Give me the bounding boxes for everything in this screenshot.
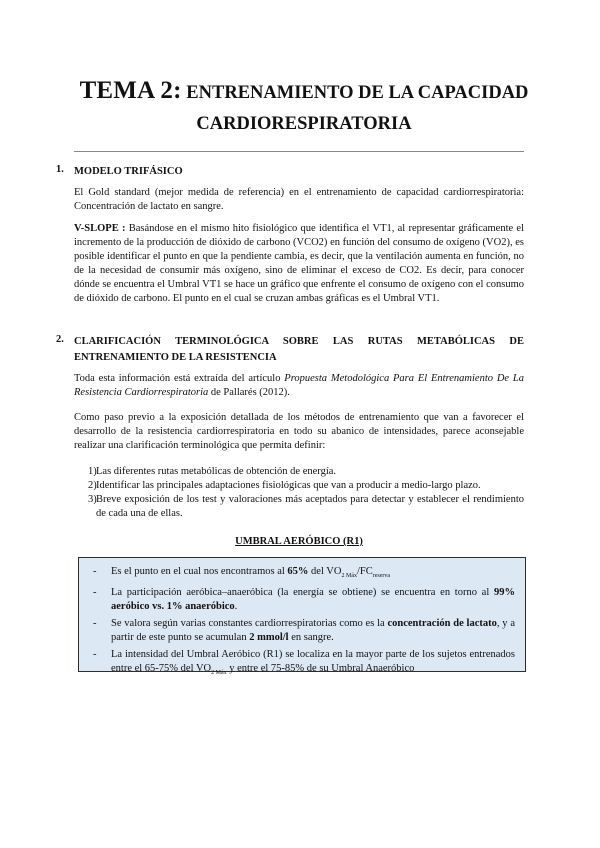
source-text-b: de Pallarés (2012). [208,387,290,398]
list-item: 1) Las diferentes rutas metabólicas de obtención de energía. [88,466,337,477]
vslope-text: Basándose en el mismo hito fisiológico que identifica el VT1, al representar gráficamente el incremento de la producción de dióxido de carbono (VCO2) en función del consumo de oxígeno (VO2), es posible identificar el punto en que la pendiente cambia, es decir, que la ventilación aumenta en función, no de la necesidad de consumir más oxígeno, sino de eliminar el exceso de CO2. Es decir, para conocer dónde se encuentra el Umbral VT1 se hace un gráfico que enfrente el consumo de oxígeno con el consumo de dióxido de carbono. El punto en el cual se cruzan ambas gráficas es el Umbral VT1. [74,223,524,304]
title-line1: ENTRENAMIENTO DE LA CAPACIDAD [181,83,529,103]
article-title: Propuesta Metodológica Para El Entrenamiento De La Resistencia Cardiorrespiratoria [74,373,524,398]
page-title [40,76,568,139]
section2-number: 2. [56,334,64,345]
aerobic-threshold-box [78,557,526,677]
title-line2: CARDIORESPIRATORIA [196,114,412,134]
source-text-a: Toda esta información está extraída del artículo [74,373,285,384]
list-item: 2) Identificar las principales adaptaciones fisiológicas que van a producir a medio-largo plazo. [88,480,481,491]
definitions-list [74,465,524,521]
list-item: - La participación aeróbica–anaeróbica (la energía se obtiene) se encuentra en torno al 99% aeróbico vs. 1% anaeróbico. [93,587,515,613]
section1-heading: MODELO TRIFÁSICO [74,166,183,177]
list-item: - Se valora según varias constantes cardiorrespiratorias como es la concentración de lactato, y a partir de este punto se acumulan 2 mmol/l en sangre. [93,618,515,644]
vslope-label: V-SLOPE : [74,223,126,234]
section2-intro-paragraph: Como paso previo a la exposición detallada de los métodos de entrenamiento que van a favorecer el desarrollo de la resistencia cardiorrespiratoria en todo su abanico de intensidades, parece aconsejable realizar una clarificación terminológica que permita definir: [74,412,524,451]
aerobic-threshold-subheading: UMBRAL AERÓBICO (R1) [235,536,363,547]
list-item: - Es el punto en el cual nos encontramos al 65% del $VO_{2 Máx}/FC_{reserva}$ [93,566,391,580]
section2-source-paragraph [74,372,524,400]
section2-heading: CLARIFICACIÓN TERMINOLÓGICA SOBRE LAS RUTAS METABÓLICAS DE ENTRENAMIENTO DE LA RESISTENCIA [74,336,524,363]
section1-number: 1. [56,164,64,175]
section1-paragraph: El Gold standard (mejor medida de referencia) en el entrenamiento de capacidad cardiorrespiratoria: Concentración de lactato en sangre. [74,187,524,212]
list-item: 3) Breve exposición de los test y valoraciones más aceptados para detectar y establecer el rendimiento de cada una de ellas. [88,494,524,519]
vslope-paragraph [74,222,524,306]
list-item: - La intensidad del Umbral Aeróbico (R1) se localiza en la mayor parte de los sujetos entrenados entre el 65-75% del $VO_{2 Máx}$ y entre el 75-85% de su Umbral Anaeróbico [93,649,515,677]
title-prefix: TEMA 2: [79,77,182,104]
title-divider [74,151,524,152]
